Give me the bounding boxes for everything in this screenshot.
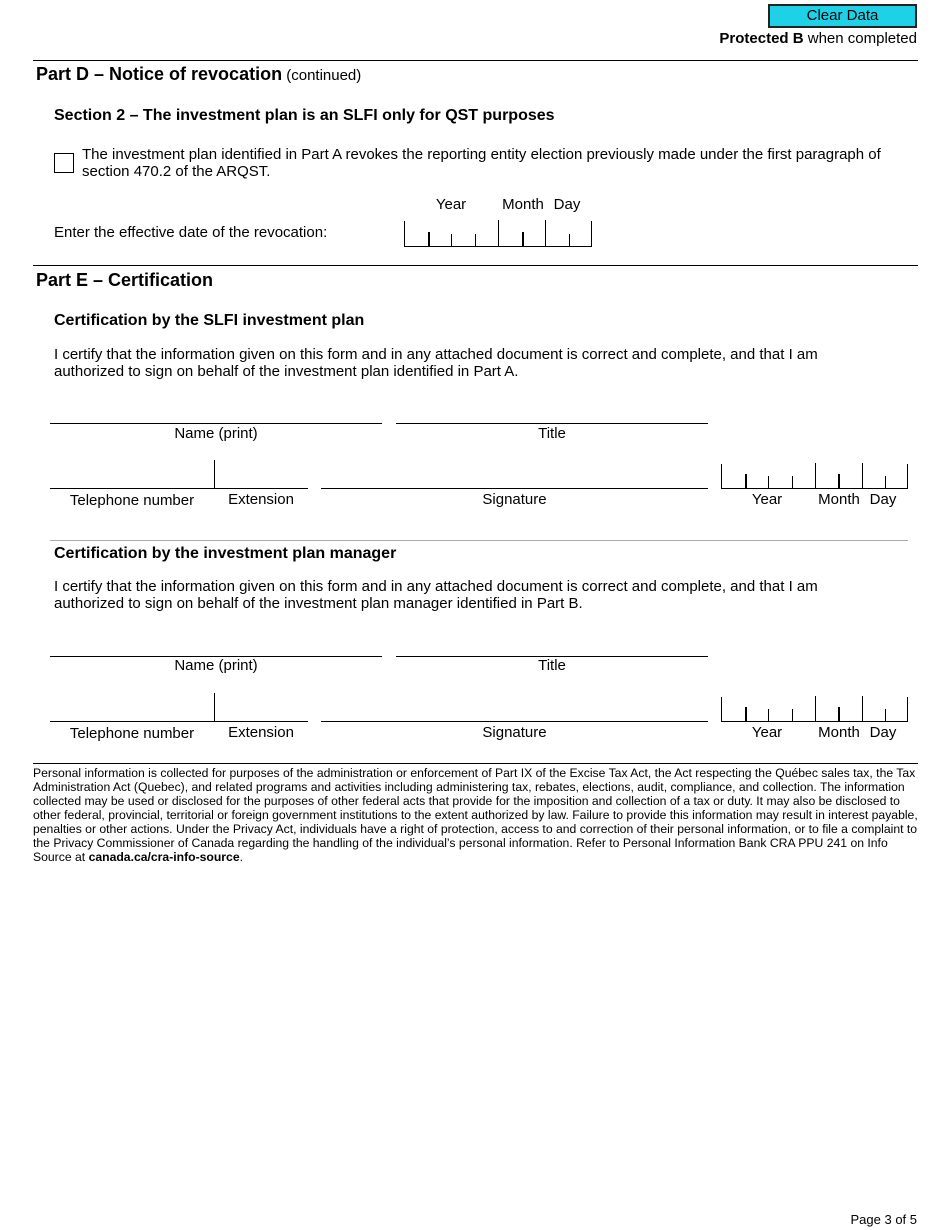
divider-part-e	[33, 265, 918, 266]
slfi-title-field[interactable]	[396, 398, 708, 424]
manager-telephone-label: Telephone number	[69, 725, 195, 742]
manager-day-label: Day	[869, 724, 897, 741]
slfi-name-line	[50, 423, 382, 424]
manager-phone-separator	[214, 693, 215, 722]
slfi-cert-heading: Certification by the SLFI investment plan	[54, 312, 365, 329]
section-2-title: Section 2 – The investment plan is an SLFI only for QST purposes	[54, 107, 555, 124]
slfi-date-input[interactable]	[721, 464, 908, 489]
revocation-statement: The investment plan identified in Part A revokes the reporting entity election previously made under the first paragraph of section 470.2 of the ARQST.	[82, 146, 881, 180]
protected-label: Protected B	[719, 30, 804, 47]
date-tick	[451, 234, 452, 246]
manager-date-input[interactable]	[721, 697, 908, 722]
date-tick	[428, 232, 430, 246]
date-tick	[792, 476, 793, 488]
divider-top	[33, 60, 918, 61]
divider-privacy	[33, 763, 918, 764]
manager-signature-field[interactable]	[321, 693, 708, 722]
revocation-day-label: Day	[553, 196, 581, 213]
revocation-checkbox[interactable]	[54, 153, 74, 173]
slfi-year-label: Year	[751, 491, 783, 508]
slfi-cert-statement: I certify that the information given on this form and in any attached document is correct and complete, and that I am authorized to sign on behalf of the investment plan identified in Part A.	[54, 346, 818, 380]
privacy-end: .	[239, 850, 243, 864]
date-tick	[768, 709, 769, 721]
date-tick	[838, 474, 840, 488]
date-tick	[522, 232, 524, 246]
date-tick	[885, 476, 886, 488]
part-d-title-text: Part D – Notice of revocation	[36, 64, 283, 84]
slfi-telephone-label: Telephone number	[69, 492, 195, 509]
slfi-day-label: Day	[869, 491, 897, 508]
date-tick	[768, 476, 769, 488]
date-tick	[885, 709, 886, 721]
slfi-title-label: Title	[538, 425, 566, 442]
protected-suffix: when completed	[803, 30, 917, 47]
date-tick	[745, 707, 747, 721]
manager-signature-line	[321, 721, 708, 722]
divider-manager	[50, 540, 908, 541]
part-e-title: Part E – Certification	[36, 270, 214, 290]
slfi-extension-field[interactable]	[214, 460, 308, 489]
date-separator	[815, 463, 816, 488]
slfi-signature-line	[321, 488, 708, 489]
manager-extension-label: Extension	[228, 724, 294, 741]
slfi-name-label: Name (print)	[174, 425, 258, 442]
slfi-signature-label: Signature	[482, 491, 547, 508]
page-number: Page 3 of 5	[850, 1212, 917, 1227]
manager-title-label: Title	[538, 657, 566, 674]
part-d-continued: (continued)	[282, 67, 362, 84]
manager-signature-label: Signature	[482, 724, 547, 741]
slfi-extension-label: Extension	[228, 491, 294, 508]
date-tick	[792, 709, 793, 721]
slfi-month-label: Month	[818, 491, 860, 508]
date-tick	[475, 234, 476, 246]
date-separator	[498, 220, 499, 246]
protected-b-notice	[719, 30, 917, 47]
slfi-name-field[interactable]	[50, 398, 382, 424]
revocation-date-prompt: Enter the effective date of the revocation:	[54, 224, 328, 241]
slfi-title-line	[396, 423, 708, 424]
privacy-text: Personal information is collected for purposes of the administration or enforcement of Part IX of the Excise Tax Act, the Act respecting the Québec sales tax, the Tax Administration Act (Quebec), and related programs and activities including administering tax, rebates, elections, audit, compliance, and collection. The information collected may be used or disclosed for the purposes of other federal acts that provide for the imposition and collection of a tax or duty. It may also be disclosed to other federal, provincial, territorial or foreign government institutions to the extent authorized by law. Failure to provide this information may result in interest payable, penalties or other actions. Under the Privacy Act, individuals have a right of protection, access to and correction of their personal information, or to file a complaint to the Privacy Commissioner of Canada regarding the handling of the individual’s personal information. Refer to Personal Information Bank CRA PPU 241 on Info Source at	[33, 766, 918, 864]
slfi-signature-field[interactable]	[321, 460, 708, 489]
date-tick	[838, 707, 840, 721]
date-separator	[862, 696, 863, 721]
manager-telephone-field[interactable]	[50, 693, 214, 722]
revocation-month-label: Month	[502, 196, 544, 213]
date-separator	[815, 696, 816, 721]
revocation-year-label: Year	[435, 196, 467, 213]
manager-month-label: Month	[818, 724, 860, 741]
privacy-notice	[33, 766, 918, 864]
slfi-telephone-field[interactable]	[50, 460, 214, 489]
date-separator	[545, 220, 546, 246]
manager-extension-field[interactable]	[214, 693, 308, 722]
revocation-date-input[interactable]	[404, 221, 592, 247]
date-tick	[745, 474, 747, 488]
manager-phone-line	[50, 721, 308, 722]
slfi-phone-separator	[214, 460, 215, 489]
slfi-phone-line	[50, 488, 308, 489]
date-tick	[569, 234, 570, 246]
manager-title-field[interactable]	[396, 631, 708, 657]
date-separator	[862, 463, 863, 488]
clear-data-button[interactable]: Clear Data	[768, 4, 917, 28]
manager-name-field[interactable]	[50, 631, 382, 657]
part-d-title	[36, 64, 361, 85]
manager-cert-heading: Certification by the investment plan manager	[54, 545, 397, 562]
info-source-link[interactable]: canada.ca/cra-info-source	[88, 850, 240, 864]
manager-cert-statement: I certify that the information given on this form and in any attached document is correct and complete, and that I am authorized to sign on behalf of the investment plan manager identified in Part B.	[54, 578, 818, 612]
manager-name-label: Name (print)	[174, 657, 258, 674]
manager-year-label: Year	[751, 724, 783, 741]
